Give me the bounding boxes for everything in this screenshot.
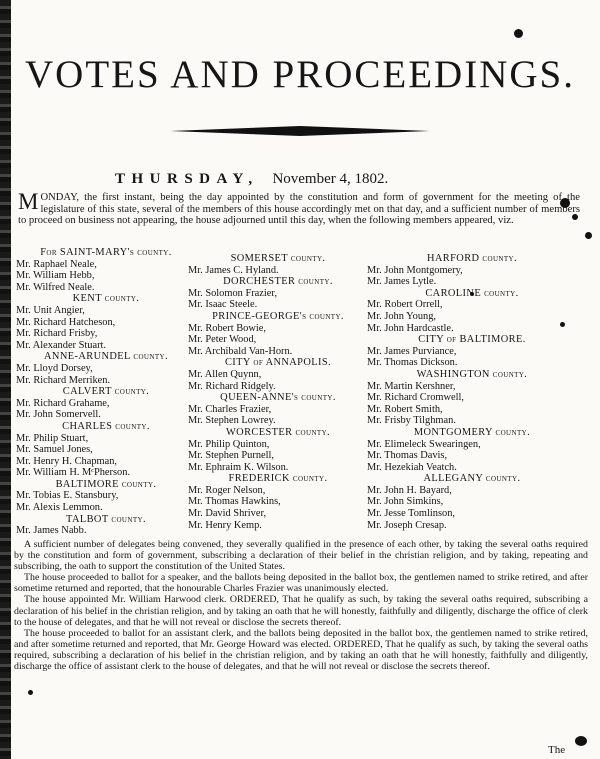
county-heading: ALLEGANY county. [423,473,521,485]
member-name: Mr. John Simkins, [367,496,444,508]
county-heading: MONTGOMERY county. [413,426,531,438]
member-name: Mr. Thomas Dickson. [367,357,458,369]
member-name: Mr. Hezekiah Veatch. [367,461,457,473]
binding-edge [0,0,11,759]
member-name: Mr. James Lytle. [367,276,437,288]
member-name: Mr. Allen Quynn, [188,368,262,380]
county-heading: FREDERICK county. [228,473,328,485]
county-heading: PRINCE-GEORGE's county. [212,310,344,322]
member-name: Mr. Jesse Tomlinson, [367,508,455,520]
members-column-2 [188,253,368,531]
county-heading: WASHINGTON county. [416,368,528,380]
member-name: Mr. Richard Cromwell, [367,392,464,404]
county-heading: CALVERT county. [62,386,150,398]
county-heading: DORCHESTER county. [223,276,333,288]
member-name: Mr. Henry Kemp. [188,519,262,531]
county-heading: TALBOT county. [66,513,146,525]
member-name: Mr. Frisby Tilghman. [367,415,456,427]
member-name: Mr. James Purviance, [367,345,457,357]
paragraph-text: The house appointed Mr. William Harwood clerk. [24,594,230,606]
proceedings-paragraph [14,628,588,672]
county-heading: ANNE-ARUNDEL county. [44,351,168,363]
member-name: Mr. John Somervell. [16,409,101,421]
members-column-3 [367,253,577,531]
member-name: Mr. John Hardcastle. [367,322,454,334]
county-heading: For SAINT-MARY's county. [40,247,172,258]
member-name: Mr. Richard Hatcheson, [16,316,116,328]
member-name: Mr. Martin Kershner, [367,380,456,392]
member-name: Mr. Robert Smith, [367,403,443,415]
member-name: Mr. Richard Merriken. [16,374,111,386]
dateline-day: THURSDAY, [115,171,259,187]
member-name: Mr. Thomas Davis, [367,450,448,462]
member-name: Mr. Philip Quinton, [188,438,270,450]
member-name: Mr. James Nabb. [16,525,87,537]
county-heading: CITY of BALTIMORE. [418,334,526,346]
member-name: Mr. Joseph Cresap. [367,519,447,531]
dateline [115,171,388,188]
member-name: Mr. Isaac Steele. [188,299,258,311]
ordered-keyword: ORDERED [333,638,381,650]
member-name: Mr. Unit Angier, [16,304,85,316]
drop-cap: M [18,189,39,214]
member-name: Mr. Elimeleck Swearingen, [367,438,481,450]
paragraph-text: A sufficient number of delegates being convened, they severally qualified in the presence of each other, by taking the several oaths required by the constitution and form of government, subscribing a declaration of their belief in the christian religion, and by taking, repeating and subscribing, the oath to support the constitution of the United States. [14,539,588,573]
member-name: Mr. Archibald Van-Horn. [188,345,293,357]
member-name: Mr. Samuel Jones, [16,444,93,456]
paragraph-text: , That he qualify as such, by taking the several oaths required, subscribing a declaration of his belief in the christian religion, and by taking an oath that he will honestly, faithfully and diligently, discharge the office of clerk to the house of delegates, and that he will not reveal or disclose the secrets thereof. [14,594,589,628]
member-name: Mr. William Hebb, [16,270,95,282]
member-name: Mr. John Young, [367,310,437,322]
members-column-1 [16,247,196,537]
county-heading: QUEEN-ANNE's county. [220,392,336,404]
ink-speck [585,232,592,239]
member-name: Mr. William H. MᶜPherson. [16,467,131,479]
member-name: Mr. Robert Orrell, [367,299,443,311]
member-name: Mr. Stephen Lowrey. [188,415,276,427]
county-heading: HARFORD county. [426,253,517,264]
paragraph-text: The house proceeded to ballot for an assistant clerk, and the ballots being deposited in the ballot box, the gentlemen named to strike retired, and after sometime returned and reported, that Mr. George Howard was elected. [14,627,588,650]
county-heading: KENT county. [72,293,140,305]
member-name: Mr. Tobias E. Stansbury, [16,490,119,502]
member-name: Mr. John H. Bayard, [367,484,452,496]
proceedings-paragraph [14,594,588,627]
ink-speck [514,29,523,38]
member-name: Mr. Solomon Frazier, [188,287,278,299]
ink-speck [575,736,587,746]
county-heading: WORCESTER county. [225,426,331,438]
paragraph-text: , That he qualify as such, by taking the several oaths required, subscribing a declaration of his belief in the christian religion, and by taking an oath that he will honestly, faithfully and diligently, discharge the office of assistant clerk to the house of delegates, and that he will not reveal or disclose the secrets thereof. [14,638,589,673]
member-name: Mr. Raphael Neale, [16,258,97,270]
member-name: Mr. Richard Ridgely. [188,380,276,392]
member-name: Mr. Charles Frazier, [188,403,272,415]
dateline-date: November 4, [272,171,351,187]
member-name: Mr. Ephraim K. Wilson. [188,461,289,473]
member-name: Mr. Wilfred Neale. [16,281,95,293]
member-name: Mr. Thomas Hawkins, [188,496,281,508]
dateline-year: 1802. [354,171,389,187]
member-name: Mr. Robert Bowie, [188,322,266,334]
ordered-keyword: ORDERED [229,594,277,606]
proceedings-body [14,539,588,672]
member-name: Mr. Henry H. Chapman, [16,455,118,467]
member-name: Mr. Stephen Purnell, [188,450,275,462]
member-name: Mr. Peter Wood, [188,334,257,346]
proceedings-paragraph [14,539,588,572]
member-name: Mr. Richard Frisby, [16,328,98,340]
county-heading: CHARLES county. [62,420,150,432]
member-name: Mr. Lloyd Dorsey, [16,362,93,374]
paragraph-text: The house proceeded to ballot for a speaker, and the ballots being deposited in the ballot box, the gentlemen named to strike retired, and after sometime returned and reported, that the honourable Charles Frazier was unanimously elected. [14,572,588,595]
member-name: Mr. David Shriver, [188,508,267,520]
member-name: Mr. Roger Nelson, [188,484,266,496]
intro-text: ONDAY, the first instant, being the day appointed by the constitution and form of government for the meeting of the legislature of this state, several of the members of this house accordingly met on that day, and a sufficient number of members to proceed on business not appearing, the house adjourned until this day, when the following members appeared, viz. [18,192,580,227]
member-name: Mr. Alexander Stuart. [16,339,107,351]
ink-speck [28,690,33,695]
county-heading: CAROLINE county. [425,287,519,299]
page-title: VOTES AND PROCEEDINGS. [25,53,575,96]
member-name: Mr. Philip Stuart, [16,432,89,444]
member-name: Mr. John Montgomery, [367,264,463,276]
county-heading: BALTIMORE county. [55,478,157,490]
member-name: Mr. Alexis Lemmon. [16,502,103,514]
catchword: The [548,744,566,756]
member-name: Mr. Richard Grahame, [16,397,110,409]
member-name: Mr. James C. Hyland. [188,264,279,276]
intro-paragraph [18,189,580,227]
county-heading: SOMERSET county. [230,253,326,264]
county-heading: CITY of ANNAPOLIS. [224,357,332,369]
proceedings-paragraph [14,572,588,594]
ornamental-rule [170,126,430,136]
